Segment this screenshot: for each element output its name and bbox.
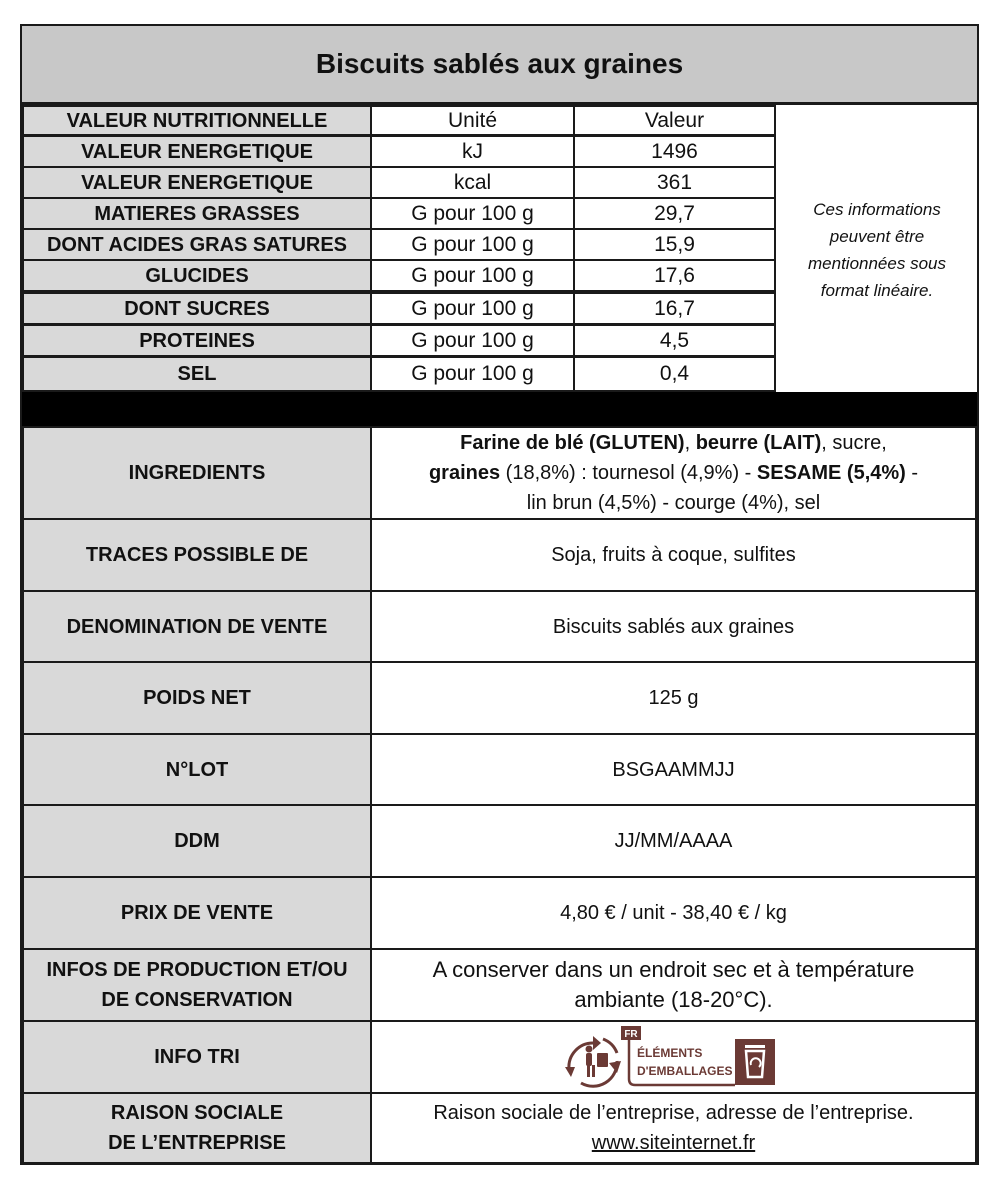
company-label-line1: RAISON SOCIALE	[110, 1102, 284, 1124]
company-website-link[interactable]: www.siteinternet.fr	[591, 1132, 756, 1154]
nutrition-row-label: VALEUR ENERGETIQUE	[22, 166, 372, 199]
ingredient-dash: -	[905, 462, 919, 484]
denomination-label: DENOMINATION DE VENTE	[22, 590, 372, 663]
nutrition-row-value: 29,7	[573, 197, 776, 230]
triman-line2: D'EMBALLAGES	[636, 1064, 733, 1078]
triman-label: INFO TRI	[22, 1020, 372, 1094]
nutrition-row-unit: G pour 100 g	[370, 324, 575, 357]
nutrition-row-unit: G pour 100 g	[370, 197, 575, 230]
nutrition-header-unit: Unité	[370, 105, 575, 136]
nutrition-row-label: SEL	[22, 356, 372, 392]
nutrition-row-value: 16,7	[573, 292, 776, 325]
ingredient-sep: ,	[684, 432, 696, 454]
ingredients-value	[370, 426, 977, 520]
nutrition-row-label: GLUCIDES	[22, 259, 372, 292]
nutrition-row-unit: kJ	[370, 135, 575, 168]
weight-value: 125 g	[370, 661, 977, 735]
production-label-line1: INFOS DE PRODUCTION ET/OU	[46, 959, 348, 981]
weight-label: POIDS NET	[22, 661, 372, 735]
nutrition-row-value: 361	[573, 166, 776, 199]
ingredient-flour: Farine de blé (GLUTEN)	[460, 432, 685, 454]
nutrition-row-unit: G pour 100 g	[370, 259, 575, 292]
lot-value: BSGAAMMJJ	[370, 733, 977, 806]
production-label-line2: DE CONSERVATION	[101, 989, 293, 1011]
ddm-value: JJ/MM/AAAA	[370, 804, 977, 878]
nutrition-row-label: VALEUR ENERGETIQUE	[22, 135, 372, 168]
triman-icon	[559, 1023, 789, 1091]
nutrition-row-label: DONT ACIDES GRAS SATURES	[22, 228, 372, 261]
triman-fr: FR	[623, 1029, 638, 1040]
ingredient-sugar: , sucre,	[821, 432, 887, 454]
ingredient-butter: beurre (LAIT)	[695, 432, 822, 454]
lot-label: N°LOT	[22, 733, 372, 806]
nutrition-row-unit: kcal	[370, 166, 575, 199]
traces-value: Soja, fruits à coque, sulfites	[370, 518, 977, 592]
nutrition-row-label: PROTEINES	[22, 324, 372, 357]
production-value-line2: ambiante (18-20°C).	[574, 987, 773, 1012]
ingredient-rest: lin brun (4,5%) - courge (4%), sel	[526, 492, 821, 514]
company-value	[370, 1092, 977, 1164]
nutrition-row-value: 1496	[573, 135, 776, 168]
ingredients-label: INGREDIENTS	[22, 426, 372, 520]
traces-label: TRACES POSSIBLE DE	[22, 518, 372, 592]
company-label	[22, 1092, 372, 1164]
nutrition-header-label: VALEUR NUTRITIONNELLE	[22, 105, 372, 136]
price-value: 4,80 € / unit - 38,40 € / kg	[370, 876, 977, 950]
production-label	[22, 948, 372, 1022]
company-address: Raison sociale de l’entreprise, adresse de l’entreprise.	[433, 1102, 914, 1124]
product-title: Biscuits sablés aux graines	[22, 26, 977, 105]
nutrition-row-label: DONT SUCRES	[22, 292, 372, 325]
nutrition-row-value: 15,9	[573, 228, 776, 261]
ingredient-sunflower: (18,8%) : tournesol (4,9%) -	[500, 462, 757, 484]
nutrition-note: Ces informations peuvent être mentionnées sous format linéaire.	[808, 199, 946, 300]
nutrition-row-unit: G pour 100 g	[370, 228, 575, 261]
ingredient-sesame: SESAME (5,4%)	[756, 462, 906, 484]
triman-line1: ÉLÉMENTS	[636, 1046, 702, 1060]
ddm-label: DDM	[22, 804, 372, 878]
nutrition-row-value: 17,6	[573, 259, 776, 292]
production-value-line1: A conserver dans un endroit sec et à température	[432, 957, 915, 982]
nutrition-row-unit: G pour 100 g	[370, 292, 575, 325]
section-divider	[22, 392, 977, 426]
nutrition-row-value: 0,4	[573, 356, 776, 392]
nutrition-row-value: 4,5	[573, 324, 776, 357]
denomination-value: Biscuits sablés aux graines	[370, 590, 977, 663]
price-label: PRIX DE VENTE	[22, 876, 372, 950]
nutrition-row-unit: G pour 100 g	[370, 356, 575, 392]
triman-logo	[370, 1020, 977, 1094]
ingredient-seeds: graines	[428, 462, 501, 484]
nutrition-row-label: MATIERES GRASSES	[22, 197, 372, 230]
production-value	[370, 948, 977, 1022]
nutrition-header-value: Valeur	[573, 105, 776, 136]
company-label-line2: DE L’ENTREPRISE	[108, 1132, 286, 1154]
